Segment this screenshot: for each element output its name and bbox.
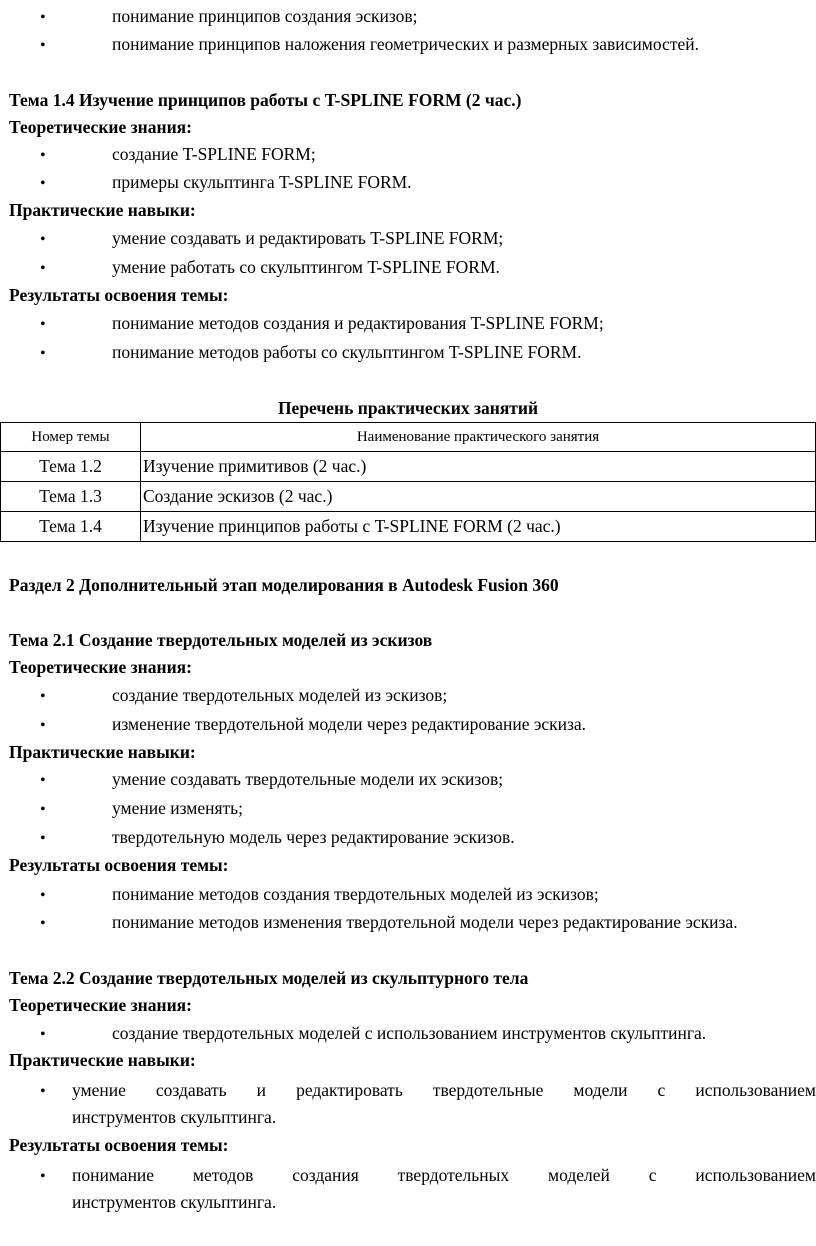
list-item-text: умение создавать и редактировать твердотельные модели с использованием <box>72 1080 816 1100</box>
list-item <box>40 32 699 58</box>
practice-label: Практические навыки: <box>9 200 196 220</box>
list-item <box>40 1163 816 1189</box>
list-item <box>40 767 504 793</box>
topic-title: Тема 1.4 Изучение принципов работы с T-SPLINE FORM (2 час.) <box>9 90 522 110</box>
bullet-icon: • <box>40 887 46 904</box>
list-item <box>40 882 599 908</box>
bullet-icon: • <box>40 37 46 54</box>
list-item-text: понимание методов работы со скульптингом T-SPLINE FORM. <box>112 342 582 362</box>
topic-title: Тема 2.2 Создание твердотельных моделей из скульптурного тела <box>9 968 529 988</box>
list-item-text-continued: инструментов скульптинга. <box>72 1107 277 1127</box>
table-cell: Создание эскизов (2 час.) <box>141 482 816 512</box>
practice-table <box>0 422 816 542</box>
table-title: Перечень практических занятий <box>277 398 539 418</box>
bullet-icon: • <box>40 717 46 734</box>
bullet-icon: • <box>40 316 46 333</box>
list-item-text: изменение твердотельной модели через редактирование эскиза. <box>112 714 587 734</box>
list-item <box>40 712 587 738</box>
list-item-text: понимание методов создания и редактирования T-SPLINE FORM; <box>112 313 604 333</box>
list-item <box>40 255 500 281</box>
theory-label: Теоретические знания: <box>9 657 192 677</box>
practice-label: Практические навыки: <box>9 742 196 762</box>
list-item <box>40 311 604 337</box>
table-cell: Тема 1.3 <box>1 482 141 512</box>
table-cell: Изучение примитивов (2 час.) <box>141 452 816 482</box>
list-item-text: умение создавать твердотельные модели их эскизов; <box>112 769 504 789</box>
bullet-icon: • <box>40 147 46 164</box>
list-item-text: понимание методов создания твердотельных моделей с использованием <box>72 1165 816 1185</box>
results-label: Результаты освоения темы: <box>9 285 229 305</box>
table-header-row <box>1 423 816 452</box>
table-cell: Тема 1.4 <box>1 512 141 542</box>
bullet-icon: • <box>40 345 46 362</box>
list-item <box>40 142 316 168</box>
list-item <box>40 796 244 822</box>
table-cell: Тема 1.2 <box>1 452 141 482</box>
table-header-cell: Номер темы <box>1 423 141 452</box>
list-item <box>40 1078 816 1104</box>
list-item-text: понимание принципов создания эскизов; <box>112 6 418 26</box>
bullet-icon: • <box>40 1168 46 1185</box>
list-item-text: умение создавать и редактировать T-SPLINE FORM; <box>112 228 504 248</box>
list-item-text-continued: инструментов скульптинга. <box>72 1192 277 1212</box>
section-title: Раздел 2 Дополнительный этап моделирования в Autodesk Fusion 360 <box>9 575 559 595</box>
list-item-text: создание T-SPLINE FORM; <box>112 144 316 164</box>
bullet-icon: • <box>40 1026 46 1043</box>
list-item <box>40 170 412 196</box>
list-item-text: умение работать со скульптингом T-SPLINE FORM. <box>112 257 500 277</box>
bullet-icon: • <box>40 1083 46 1100</box>
theory-label: Теоретические знания: <box>9 117 192 137</box>
list-item-text: примеры скульптинга T-SPLINE FORM. <box>112 172 412 192</box>
list-item-text: понимание методов создания твердотельных моделей из эскизов; <box>112 884 599 904</box>
bullet-icon: • <box>40 231 46 248</box>
list-item <box>40 910 738 936</box>
bullet-icon: • <box>40 175 46 192</box>
list-item <box>40 1021 707 1047</box>
table-header-cell: Наименование практического занятия <box>141 423 816 452</box>
table-row <box>1 512 816 542</box>
list-item-text: понимание принципов наложения геометрических и размерных зависимостей. <box>112 34 699 54</box>
table-row <box>1 452 816 482</box>
bullet-icon: • <box>40 772 46 789</box>
list-item-text: создание твердотельных моделей из эскизов; <box>112 685 448 705</box>
practice-label: Практические навыки: <box>9 1050 196 1070</box>
table-cell: Изучение принципов работы с T-SPLINE FORM (2 час.) <box>141 512 816 542</box>
list-item-text: понимание методов изменения твердотельной модели через редактирование эскиза. <box>112 912 738 932</box>
list-item <box>40 4 418 30</box>
bullet-icon: • <box>40 915 46 932</box>
topic-title: Тема 2.1 Создание твердотельных моделей из эскизов <box>9 630 433 650</box>
bullet-icon: • <box>40 260 46 277</box>
list-item <box>40 825 515 851</box>
bullet-icon: • <box>40 688 46 705</box>
results-label: Результаты освоения темы: <box>9 855 229 875</box>
list-item <box>40 340 582 366</box>
results-label: Результаты освоения темы: <box>9 1135 229 1155</box>
list-item-text: твердотельную модель через редактирование эскизов. <box>112 827 515 847</box>
list-item-text: создание твердотельных моделей с использованием инструментов скульптинга. <box>112 1023 707 1043</box>
list-item <box>40 226 504 252</box>
bullet-icon: • <box>40 801 46 818</box>
list-item-text: умение изменять; <box>112 798 244 818</box>
table-row <box>1 482 816 512</box>
bullet-icon: • <box>40 9 46 26</box>
list-item <box>40 683 448 709</box>
theory-label: Теоретические знания: <box>9 995 192 1015</box>
bullet-icon: • <box>40 830 46 847</box>
